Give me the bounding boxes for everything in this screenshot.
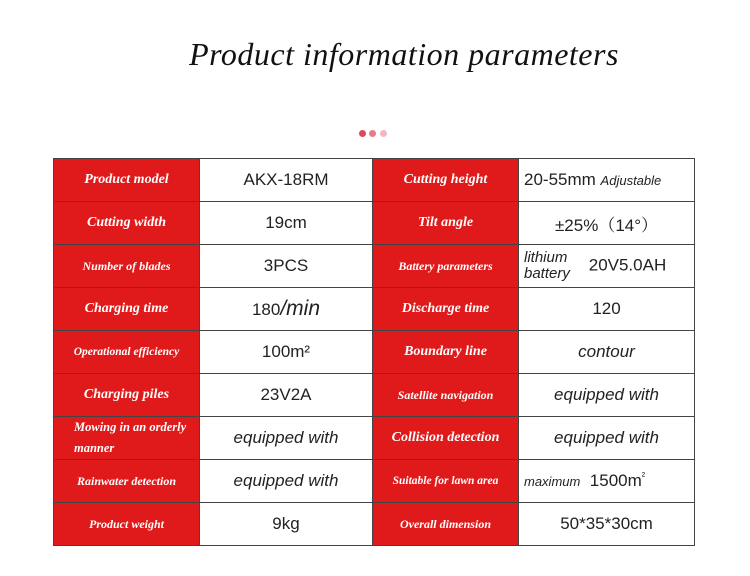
param-label: Cutting height xyxy=(373,159,519,202)
table-row xyxy=(54,503,695,546)
parameters-table xyxy=(53,158,695,546)
param-value: 50*35*30cm xyxy=(519,503,695,546)
param-label: Charging piles xyxy=(54,374,200,417)
page-title: Product information parameters xyxy=(189,36,619,72)
param-value: 20-55mm Adjustable xyxy=(519,159,695,202)
param-value: contour xyxy=(519,331,695,374)
param-label: Mowing in an orderly manner xyxy=(54,417,200,460)
param-label: Tilt angle xyxy=(373,202,519,245)
table-row xyxy=(54,374,695,417)
param-value: equipped with xyxy=(200,460,373,503)
param-value: 3PCS xyxy=(200,245,373,288)
param-label: Satellite navigation xyxy=(373,374,519,417)
dot-1 xyxy=(359,130,366,137)
dot-3 xyxy=(380,130,387,137)
param-value: lithium battery 20V5.0AH xyxy=(519,245,695,288)
table-row xyxy=(54,460,695,503)
param-label: Boundary line xyxy=(373,331,519,374)
table-row xyxy=(54,331,695,374)
param-label: Collision detection xyxy=(373,417,519,460)
param-label: Charging time xyxy=(54,288,200,331)
param-value: 23V2A xyxy=(200,374,373,417)
param-value: equipped with xyxy=(519,417,695,460)
param-value: 120 xyxy=(519,288,695,331)
table-row xyxy=(54,159,695,202)
param-label: Product weight xyxy=(54,503,200,546)
param-value: AKX-18RM xyxy=(200,159,373,202)
param-label: Suitable for lawn area xyxy=(373,460,519,503)
param-label: Product model xyxy=(54,159,200,202)
param-label: Operational efficiency xyxy=(54,331,200,374)
param-label: Overall dimension xyxy=(373,503,519,546)
param-value: equipped with xyxy=(519,374,695,417)
param-value: maximum $1500m^{^2}$ xyxy=(519,460,695,503)
param-value: equipped with xyxy=(200,417,373,460)
dot-2 xyxy=(369,130,376,137)
param-label: Discharge time xyxy=(373,288,519,331)
table-row xyxy=(54,417,695,460)
param-value: ±25%（14°） xyxy=(519,202,695,245)
param-value: 19cm xyxy=(200,202,373,245)
param-value: 180/min xyxy=(200,288,373,331)
param-label: Battery parameters xyxy=(373,245,519,288)
table-row xyxy=(54,288,695,331)
param-value: 9kg xyxy=(200,503,373,546)
param-label: Rainwater detection xyxy=(54,460,200,503)
table-row xyxy=(54,202,695,245)
table-row xyxy=(54,245,695,288)
param-label: Cutting width xyxy=(54,202,200,245)
param-value: 100m² xyxy=(200,331,373,374)
param-label: Number of blades xyxy=(54,245,200,288)
